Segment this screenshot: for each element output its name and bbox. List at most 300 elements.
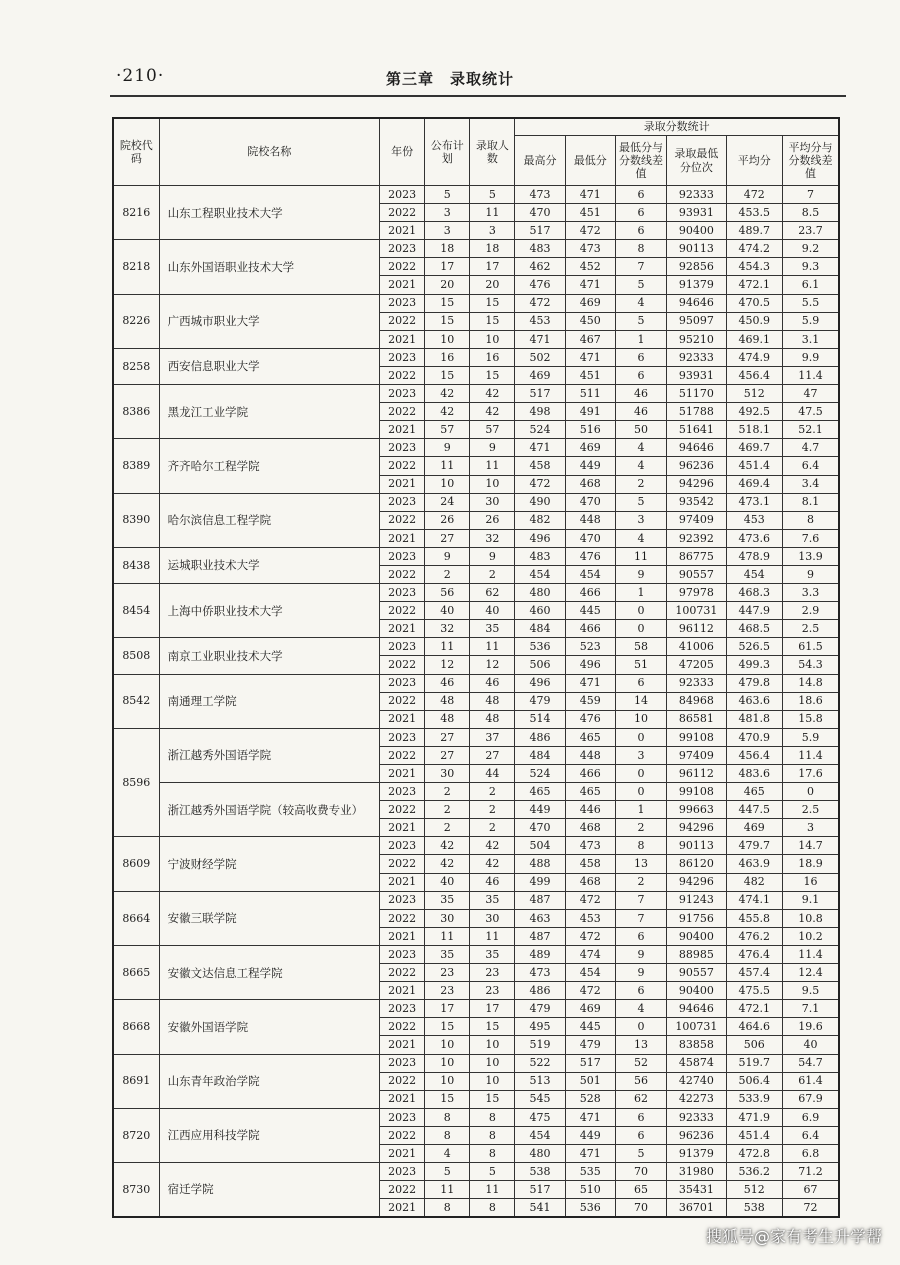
cell-avg-diff: 54.7 xyxy=(782,1054,839,1072)
school-name: 山东青年政治学院 xyxy=(159,1054,379,1108)
cell-min-diff: 4 xyxy=(615,1000,666,1018)
cell-year: 2021 xyxy=(380,475,425,493)
cell-rank: 36701 xyxy=(667,1199,726,1217)
cell-plan: 32 xyxy=(425,620,470,638)
cell-max: 472 xyxy=(515,294,565,312)
cell-max: 536 xyxy=(515,638,565,656)
cell-rank: 97978 xyxy=(667,584,726,602)
cell-year: 2022 xyxy=(380,692,425,710)
cell-max: 449 xyxy=(515,801,565,819)
cell-min-diff: 6 xyxy=(615,927,666,945)
cell-avg: 463.9 xyxy=(726,855,782,873)
cell-plan: 56 xyxy=(425,584,470,602)
table-row xyxy=(113,493,839,511)
cell-avg: 479.8 xyxy=(726,674,782,692)
cell-plan: 11 xyxy=(425,638,470,656)
cell-min-diff: 6 xyxy=(615,222,666,240)
cell-avg: 473.6 xyxy=(726,529,782,547)
cell-admitted: 10 xyxy=(470,475,515,493)
table-row xyxy=(113,240,839,258)
cell-max: 517 xyxy=(515,385,565,403)
cell-min-diff: 46 xyxy=(615,385,666,403)
cell-admitted: 2 xyxy=(470,819,515,837)
cell-avg: 469.7 xyxy=(726,439,782,457)
cell-avg-diff: 9.5 xyxy=(782,982,839,1000)
cell-min: 468 xyxy=(565,819,615,837)
header-max: 最高分 xyxy=(515,136,565,186)
cell-plan: 15 xyxy=(425,366,470,384)
cell-year: 2022 xyxy=(380,855,425,873)
table-row xyxy=(113,837,839,855)
cell-admitted: 46 xyxy=(470,674,515,692)
cell-rank: 97409 xyxy=(667,511,726,529)
cell-avg: 475.5 xyxy=(726,982,782,1000)
cell-avg: 473.1 xyxy=(726,493,782,511)
cell-avg: 456.4 xyxy=(726,366,782,384)
cell-avg-diff: 3.1 xyxy=(782,330,839,348)
cell-rank: 51170 xyxy=(667,385,726,403)
cell-admitted: 16 xyxy=(470,348,515,366)
cell-max: 522 xyxy=(515,1054,565,1072)
cell-plan: 15 xyxy=(425,294,470,312)
cell-max: 454 xyxy=(515,565,565,583)
cell-admitted: 5 xyxy=(470,186,515,204)
cell-rank: 100731 xyxy=(667,602,726,620)
cell-avg-diff: 8 xyxy=(782,511,839,529)
cell-max: 514 xyxy=(515,710,565,728)
cell-min-diff: 6 xyxy=(615,982,666,1000)
cell-year: 2022 xyxy=(380,1072,425,1090)
cell-plan: 3 xyxy=(425,204,470,222)
cell-plan: 5 xyxy=(425,1163,470,1181)
cell-min: 454 xyxy=(565,565,615,583)
cell-min-diff: 1 xyxy=(615,330,666,348)
school-code: 8691 xyxy=(113,1054,159,1108)
cell-admitted: 35 xyxy=(470,945,515,963)
cell-plan: 17 xyxy=(425,1000,470,1018)
cell-rank: 96112 xyxy=(667,620,726,638)
cell-min-diff: 4 xyxy=(615,439,666,457)
cell-rank: 99663 xyxy=(667,801,726,819)
cell-year: 2022 xyxy=(380,909,425,927)
cell-year: 2021 xyxy=(380,982,425,1000)
cell-min-diff: 52 xyxy=(615,1054,666,1072)
cell-min-diff: 0 xyxy=(615,728,666,746)
cell-max: 524 xyxy=(515,765,565,783)
cell-avg-diff: 8.1 xyxy=(782,493,839,511)
cell-admitted: 26 xyxy=(470,511,515,529)
cell-admitted: 37 xyxy=(470,728,515,746)
header-plan: 公布计划 xyxy=(425,118,470,186)
cell-min-diff: 2 xyxy=(615,475,666,493)
cell-avg: 463.6 xyxy=(726,692,782,710)
cell-plan: 42 xyxy=(425,403,470,421)
school-code: 8596 xyxy=(113,728,159,837)
cell-rank: 90400 xyxy=(667,927,726,945)
cell-min: 472 xyxy=(565,982,615,1000)
cell-max: 465 xyxy=(515,783,565,801)
cell-plan: 10 xyxy=(425,1072,470,1090)
cell-min-diff: 4 xyxy=(615,457,666,475)
cell-avg: 454 xyxy=(726,565,782,583)
cell-avg-diff: 3.3 xyxy=(782,584,839,602)
cell-rank: 86581 xyxy=(667,710,726,728)
cell-min-diff: 56 xyxy=(615,1072,666,1090)
cell-year: 2022 xyxy=(380,1018,425,1036)
school-code: 8730 xyxy=(113,1163,159,1217)
cell-min: 516 xyxy=(565,421,615,439)
cell-min-diff: 5 xyxy=(615,1144,666,1162)
cell-year: 2023 xyxy=(380,385,425,403)
cell-max: 454 xyxy=(515,1126,565,1144)
cell-min: 510 xyxy=(565,1181,615,1199)
cell-rank: 91756 xyxy=(667,909,726,927)
cell-admitted: 9 xyxy=(470,547,515,565)
table-row xyxy=(113,186,839,204)
table-row xyxy=(113,1000,839,1018)
cell-avg-diff: 67 xyxy=(782,1181,839,1199)
cell-admitted: 11 xyxy=(470,927,515,945)
cell-rank: 100731 xyxy=(667,1018,726,1036)
cell-avg-diff: 6.9 xyxy=(782,1108,839,1126)
cell-avg: 451.4 xyxy=(726,1126,782,1144)
cell-year: 2021 xyxy=(380,927,425,945)
cell-plan: 26 xyxy=(425,511,470,529)
cell-avg-diff: 9 xyxy=(782,565,839,583)
cell-avg: 476.4 xyxy=(726,945,782,963)
cell-avg-diff: 5.9 xyxy=(782,728,839,746)
cell-max: 513 xyxy=(515,1072,565,1090)
cell-avg: 474.1 xyxy=(726,891,782,909)
school-code: 8216 xyxy=(113,186,159,240)
cell-avg-diff: 8.5 xyxy=(782,204,839,222)
cell-avg: 482 xyxy=(726,873,782,891)
cell-plan: 48 xyxy=(425,710,470,728)
cell-year: 2021 xyxy=(380,1090,425,1108)
cell-plan: 8 xyxy=(425,1126,470,1144)
cell-min-diff: 6 xyxy=(615,674,666,692)
cell-rank: 94296 xyxy=(667,475,726,493)
cell-admitted: 20 xyxy=(470,276,515,294)
header-code: 院校代码 xyxy=(113,118,159,186)
cell-rank: 41006 xyxy=(667,638,726,656)
cell-max: 479 xyxy=(515,692,565,710)
cell-year: 2021 xyxy=(380,1144,425,1162)
school-name: 安徽三联学院 xyxy=(159,891,379,945)
school-name: 黑龙江工业学院 xyxy=(159,385,379,439)
cell-min: 446 xyxy=(565,801,615,819)
cell-admitted: 46 xyxy=(470,873,515,891)
cell-admitted: 8 xyxy=(470,1144,515,1162)
cell-min: 445 xyxy=(565,602,615,620)
cell-avg: 469.4 xyxy=(726,475,782,493)
cell-avg-diff: 12.4 xyxy=(782,964,839,982)
cell-avg: 499.3 xyxy=(726,656,782,674)
table-row xyxy=(113,674,839,692)
cell-rank: 90113 xyxy=(667,240,726,258)
cell-admitted: 32 xyxy=(470,529,515,547)
cell-min-diff: 3 xyxy=(615,746,666,764)
cell-avg-diff: 6.1 xyxy=(782,276,839,294)
cell-plan: 9 xyxy=(425,547,470,565)
cell-avg-diff: 6.4 xyxy=(782,457,839,475)
cell-avg: 470.9 xyxy=(726,728,782,746)
cell-avg: 506 xyxy=(726,1036,782,1054)
cell-min: 471 xyxy=(565,348,615,366)
cell-admitted: 8 xyxy=(470,1199,515,1217)
cell-avg: 519.7 xyxy=(726,1054,782,1072)
cell-admitted: 27 xyxy=(470,746,515,764)
cell-avg: 526.5 xyxy=(726,638,782,656)
header-year: 年份 xyxy=(380,118,425,186)
cell-avg-diff: 40 xyxy=(782,1036,839,1054)
cell-year: 2023 xyxy=(380,348,425,366)
cell-avg-diff: 7.1 xyxy=(782,1000,839,1018)
cell-max: 487 xyxy=(515,927,565,945)
cell-avg: 483.6 xyxy=(726,765,782,783)
cell-min: 454 xyxy=(565,964,615,982)
table-row xyxy=(113,891,839,909)
cell-rank: 91243 xyxy=(667,891,726,909)
cell-plan: 57 xyxy=(425,421,470,439)
cell-max: 470 xyxy=(515,204,565,222)
cell-min: 467 xyxy=(565,330,615,348)
cell-plan: 15 xyxy=(425,1090,470,1108)
cell-plan: 11 xyxy=(425,457,470,475)
cell-plan: 2 xyxy=(425,565,470,583)
cell-min-diff: 6 xyxy=(615,1108,666,1126)
cell-admitted: 44 xyxy=(470,765,515,783)
cell-avg-diff: 2.5 xyxy=(782,801,839,819)
school-name: 宁波财经学院 xyxy=(159,837,379,891)
cell-max: 490 xyxy=(515,493,565,511)
cell-min-diff: 7 xyxy=(615,909,666,927)
cell-year: 2023 xyxy=(380,294,425,312)
cell-year: 2023 xyxy=(380,547,425,565)
cell-min: 466 xyxy=(565,584,615,602)
school-code: 8386 xyxy=(113,385,159,439)
cell-year: 2021 xyxy=(380,1036,425,1054)
cell-avg-diff: 2.5 xyxy=(782,620,839,638)
cell-admitted: 12 xyxy=(470,656,515,674)
school-code: 8258 xyxy=(113,348,159,384)
cell-min-diff: 2 xyxy=(615,873,666,891)
cell-min: 471 xyxy=(565,1144,615,1162)
cell-avg-diff: 5.5 xyxy=(782,294,839,312)
cell-min: 466 xyxy=(565,765,615,783)
cell-avg: 472.1 xyxy=(726,1000,782,1018)
cell-avg-diff: 54.3 xyxy=(782,656,839,674)
cell-max: 484 xyxy=(515,746,565,764)
cell-avg: 479.7 xyxy=(726,837,782,855)
cell-plan: 40 xyxy=(425,873,470,891)
cell-admitted: 42 xyxy=(470,385,515,403)
cell-max: 483 xyxy=(515,240,565,258)
table-row xyxy=(113,728,839,746)
cell-year: 2021 xyxy=(380,222,425,240)
cell-min: 445 xyxy=(565,1018,615,1036)
cell-min: 473 xyxy=(565,240,615,258)
cell-min: 465 xyxy=(565,728,615,746)
cell-avg: 472.1 xyxy=(726,276,782,294)
cell-year: 2023 xyxy=(380,1163,425,1181)
cell-min: 536 xyxy=(565,1199,615,1217)
cell-plan: 2 xyxy=(425,783,470,801)
cell-rank: 92333 xyxy=(667,674,726,692)
cell-min: 449 xyxy=(565,1126,615,1144)
header-avg-diff: 平均分与分数线差值 xyxy=(782,136,839,186)
cell-rank: 90557 xyxy=(667,964,726,982)
cell-min-diff: 3 xyxy=(615,511,666,529)
cell-admitted: 15 xyxy=(470,294,515,312)
cell-year: 2022 xyxy=(380,602,425,620)
cell-min-diff: 1 xyxy=(615,801,666,819)
cell-rank: 42273 xyxy=(667,1090,726,1108)
cell-avg-diff: 47.5 xyxy=(782,403,839,421)
cell-min: 471 xyxy=(565,674,615,692)
cell-min: 465 xyxy=(565,783,615,801)
cell-avg-diff: 5.9 xyxy=(782,312,839,330)
cell-plan: 2 xyxy=(425,819,470,837)
cell-avg-diff: 0 xyxy=(782,783,839,801)
cell-plan: 20 xyxy=(425,276,470,294)
cell-min: 472 xyxy=(565,222,615,240)
cell-avg: 447.9 xyxy=(726,602,782,620)
table-row xyxy=(113,439,839,457)
cell-avg: 492.5 xyxy=(726,403,782,421)
cell-plan: 5 xyxy=(425,186,470,204)
school-name: 哈尔滨信息工程学院 xyxy=(159,493,379,547)
cell-avg: 476.2 xyxy=(726,927,782,945)
cell-avg: 450.9 xyxy=(726,312,782,330)
cell-plan: 3 xyxy=(425,222,470,240)
cell-min: 451 xyxy=(565,366,615,384)
cell-admitted: 11 xyxy=(470,457,515,475)
cell-avg: 538 xyxy=(726,1199,782,1217)
cell-min-diff: 0 xyxy=(615,765,666,783)
school-name: 运城职业技术大学 xyxy=(159,547,379,583)
cell-rank: 96236 xyxy=(667,1126,726,1144)
cell-avg-diff: 23.7 xyxy=(782,222,839,240)
cell-rank: 42740 xyxy=(667,1072,726,1090)
school-name: 齐齐哈尔工程学院 xyxy=(159,439,379,493)
school-code: 8454 xyxy=(113,584,159,638)
cell-avg-diff: 9.2 xyxy=(782,240,839,258)
cell-rank: 92333 xyxy=(667,1108,726,1126)
cell-rank: 97409 xyxy=(667,746,726,764)
cell-admitted: 10 xyxy=(470,330,515,348)
header-min: 最低分 xyxy=(565,136,615,186)
cell-rank: 99108 xyxy=(667,728,726,746)
school-code: 8508 xyxy=(113,638,159,674)
cell-year: 2022 xyxy=(380,258,425,276)
cell-min: 473 xyxy=(565,837,615,855)
cell-plan: 42 xyxy=(425,837,470,855)
school-name: 安徽文达信息工程学院 xyxy=(159,945,379,999)
cell-max: 479 xyxy=(515,1000,565,1018)
cell-admitted: 62 xyxy=(470,584,515,602)
cell-max: 545 xyxy=(515,1090,565,1108)
header-stats-group: 录取分数统计 xyxy=(515,118,839,136)
cell-min-diff: 10 xyxy=(615,710,666,728)
cell-rank: 45874 xyxy=(667,1054,726,1072)
cell-rank: 86775 xyxy=(667,547,726,565)
cell-min-diff: 6 xyxy=(615,348,666,366)
cell-avg-diff: 14.8 xyxy=(782,674,839,692)
cell-avg: 447.5 xyxy=(726,801,782,819)
cell-admitted: 11 xyxy=(470,204,515,222)
cell-min-diff: 7 xyxy=(615,258,666,276)
cell-plan: 10 xyxy=(425,475,470,493)
cell-rank: 90400 xyxy=(667,982,726,1000)
cell-max: 475 xyxy=(515,1108,565,1126)
cell-max: 460 xyxy=(515,602,565,620)
cell-min: 471 xyxy=(565,186,615,204)
cell-plan: 23 xyxy=(425,964,470,982)
cell-min-diff: 9 xyxy=(615,945,666,963)
cell-min: 474 xyxy=(565,945,615,963)
cell-min-diff: 11 xyxy=(615,547,666,565)
cell-min: 491 xyxy=(565,403,615,421)
cell-min: 471 xyxy=(565,1108,615,1126)
cell-min-diff: 0 xyxy=(615,620,666,638)
cell-rank: 92856 xyxy=(667,258,726,276)
cell-max: 498 xyxy=(515,403,565,421)
school-name: 山东外国语职业技术大学 xyxy=(159,240,379,294)
cell-year: 2022 xyxy=(380,366,425,384)
cell-admitted: 23 xyxy=(470,982,515,1000)
school-name: 浙江越秀外国语学院（较高收费专业） xyxy=(159,783,379,837)
cell-year: 2023 xyxy=(380,783,425,801)
cell-min: 528 xyxy=(565,1090,615,1108)
cell-admitted: 8 xyxy=(470,1126,515,1144)
cell-avg-diff: 9.3 xyxy=(782,258,839,276)
table-row xyxy=(113,1054,839,1072)
cell-admitted: 42 xyxy=(470,403,515,421)
cell-min: 501 xyxy=(565,1072,615,1090)
cell-avg: 536.2 xyxy=(726,1163,782,1181)
cell-plan: 10 xyxy=(425,1054,470,1072)
cell-max: 482 xyxy=(515,511,565,529)
cell-rank: 90400 xyxy=(667,222,726,240)
cell-plan: 4 xyxy=(425,1144,470,1162)
table-row xyxy=(113,348,839,366)
cell-year: 2023 xyxy=(380,493,425,511)
table-row xyxy=(113,783,839,801)
cell-avg: 518.1 xyxy=(726,421,782,439)
school-code: 8390 xyxy=(113,493,159,547)
cell-avg: 465 xyxy=(726,783,782,801)
cell-admitted: 15 xyxy=(470,1018,515,1036)
cell-max: 538 xyxy=(515,1163,565,1181)
cell-plan: 15 xyxy=(425,312,470,330)
cell-avg-diff: 4.7 xyxy=(782,439,839,457)
cell-max: 517 xyxy=(515,222,565,240)
cell-plan: 10 xyxy=(425,1036,470,1054)
cell-plan: 35 xyxy=(425,891,470,909)
cell-admitted: 15 xyxy=(470,312,515,330)
cell-min-diff: 58 xyxy=(615,638,666,656)
cell-rank: 83858 xyxy=(667,1036,726,1054)
cell-max: 486 xyxy=(515,728,565,746)
cell-avg: 455.8 xyxy=(726,909,782,927)
cell-min-diff: 62 xyxy=(615,1090,666,1108)
cell-plan: 8 xyxy=(425,1199,470,1217)
table-row xyxy=(113,294,839,312)
cell-min-diff: 4 xyxy=(615,294,666,312)
header-admitted: 录取人数 xyxy=(470,118,515,186)
cell-rank: 96236 xyxy=(667,457,726,475)
